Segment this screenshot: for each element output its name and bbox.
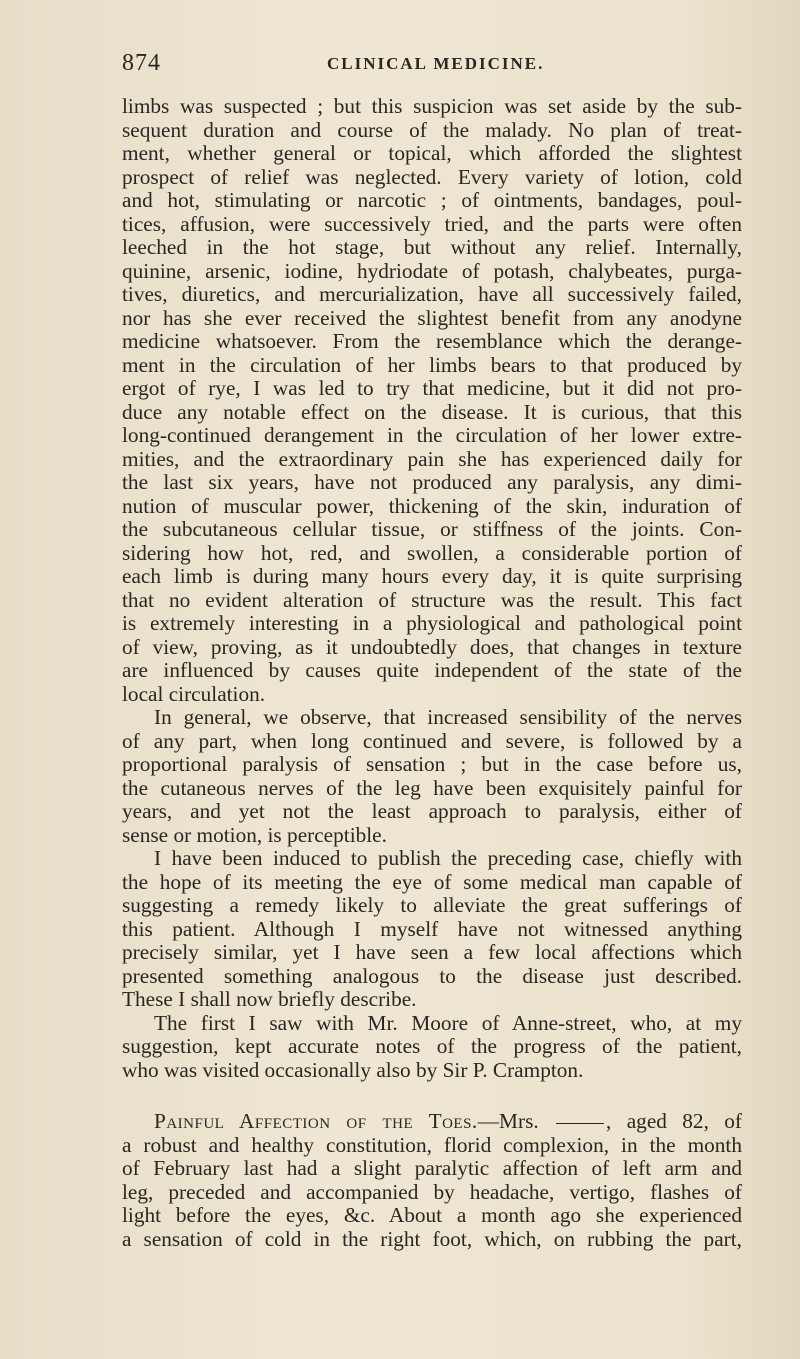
text-line: a sensation of cold in the right foot, which, on rubbing the part, xyxy=(122,1226,742,1251)
text-line: are influenced by causes quite independent of the state of the xyxy=(122,658,742,682)
text-line: this patient. Although I myself have not witnessed anything xyxy=(122,916,742,941)
text-line: long-continued derangement in the circulation of her lower extre- xyxy=(122,423,742,447)
text-line: proportional paralysis of sensation ; but in the case before us, xyxy=(122,752,742,776)
text-line: quinine, arsenic, iodine, hydriodate of potash, chalybeates, purga- xyxy=(122,258,742,283)
text-line: limbs was suspected ; but this suspicion was set aside by the sub- xyxy=(122,94,742,118)
text-line: sense or motion, is perceptible. xyxy=(122,822,387,847)
text-line: nution of muscular power, thickening of the skin, induration of xyxy=(122,493,742,518)
case-heading: Painful Affection of the Toes. xyxy=(154,1109,478,1133)
text-line: sidering how hot, red, and swollen, a considerable portion of xyxy=(122,540,742,565)
case-lead: —Mrs. xyxy=(477,1109,539,1133)
text-line: and hot, stimulating or narcotic ; of ointments, bandages, poul- xyxy=(122,188,742,212)
text-line: sequent duration and course of the malady. No plan of treat- xyxy=(122,117,742,142)
text-line: In general, we observe, that increased sensibility of the nerves xyxy=(154,705,742,729)
text-line: a robust and healthy constitution, florid complexion, in the month xyxy=(122,1132,742,1157)
text-line: prospect of relief was neglected. Every variety of lotion, cold xyxy=(122,164,742,189)
page-number: 874 xyxy=(122,50,161,76)
text-line: the hope of its meeting the eye of some medical man capable of xyxy=(122,869,742,894)
paragraph-publication xyxy=(122,847,742,1012)
case-age: , aged 82, of xyxy=(606,1109,742,1133)
case-heading-line xyxy=(122,1110,742,1134)
text-line: tices, affusion, were successively tried, and the parts were often xyxy=(122,211,742,236)
text-line: local circulation. xyxy=(122,681,266,706)
paragraph-first-case xyxy=(122,1012,742,1083)
text-line: that no evident alteration of structure was the result. This fact xyxy=(122,587,742,612)
text-line: I have been induced to publish the preceding case, chiefly with xyxy=(154,846,742,870)
text-line: mities, and the extraordinary pain she has experienced daily for xyxy=(122,446,742,471)
text-line: of any part, when long continued and severe, is followed by a xyxy=(122,728,742,753)
text-line: light before the eyes, &c. About a month ago she experienced xyxy=(122,1203,742,1227)
text-line: ergot of rye, I was led to try that medicine, but it did not pro- xyxy=(122,376,742,400)
text-line: the subcutaneous cellular tissue, or stiffness of the joints. Con- xyxy=(122,517,742,541)
text-line: tives, diuretics, and mercurialization, have all successively failed, xyxy=(122,282,742,306)
paragraph-case-discussion xyxy=(122,95,742,706)
text-line: ment, whether general or topical, which afforded the slightest xyxy=(122,141,742,165)
text-line: These I shall now briefly describe. xyxy=(122,987,417,1011)
text-line: presented something analogous to the disease just described. xyxy=(122,963,742,988)
text-line: nor has she ever received the slightest benefit from any anodyne xyxy=(122,305,742,330)
running-head: CLINICAL MEDICINE. xyxy=(327,54,545,73)
text-line: is extremely interesting in a physiological and pathological point xyxy=(122,611,742,635)
text-line: the cutaneous nerves of the leg have been exquisitely painful for xyxy=(122,775,742,800)
body-text xyxy=(122,95,742,1251)
text-line: precisely similar, yet I have seen a few local affections which xyxy=(122,940,742,964)
paragraph-sensibility xyxy=(122,706,742,847)
text-line: medicine whatsoever. From the resemblance which the derange- xyxy=(122,329,742,353)
text-line: ment in the circulation of her limbs bears to that produced by xyxy=(122,352,742,377)
section-gap xyxy=(122,1082,742,1110)
text-line: each limb is during many hours every day, it is quite surprising xyxy=(122,564,742,588)
text-line: leeched in the hot stage, but without any relief. Internally, xyxy=(122,235,742,259)
text-line: leg, preceded and accompanied by headache, vertigo, flashes of xyxy=(122,1179,742,1204)
text-line: suggesting a remedy likely to alleviate the great sufferings of xyxy=(122,893,742,917)
case-report xyxy=(122,1110,742,1251)
text-line: suggestion, kept accurate notes of the progress of the patient, xyxy=(122,1034,742,1058)
text-line: duce any notable effect on the disease. It is curious, that this xyxy=(122,399,742,424)
text-line: of view, proving, as it undoubtedly does, that changes in texture xyxy=(122,634,742,659)
name-blank xyxy=(556,1123,604,1124)
text-line: The first I saw with Mr. Moore of Anne-street, who, at my xyxy=(154,1010,742,1035)
text-line: who was visited occasionally also by Sir P. Crampton. xyxy=(122,1057,584,1082)
text-line: the last six years, have not produced any paralysis, any dimi- xyxy=(122,470,742,494)
text-line: of February last had a slight paralytic affection of left arm and xyxy=(122,1156,742,1180)
text-line: years, and yet not the least approach to paralysis, either of xyxy=(122,799,742,823)
page-header xyxy=(122,50,682,80)
